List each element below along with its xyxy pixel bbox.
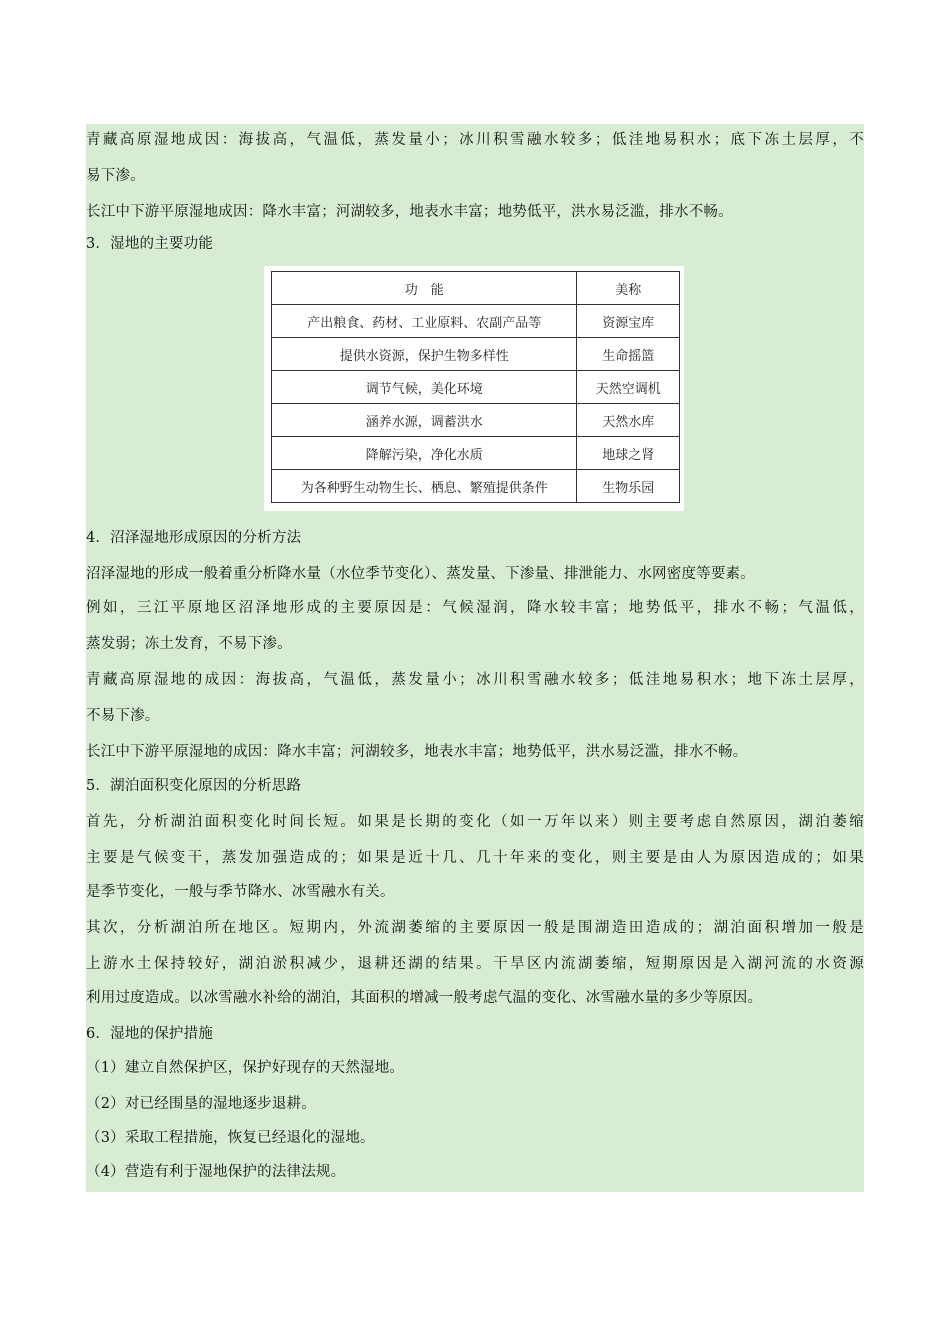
- text-line: （1）建立自然保护区，保护好现存的天然湿地。: [86, 1060, 405, 1076]
- table-row: [272, 338, 680, 371]
- text-line: 5．湖泊面积变化原因的分析思路: [86, 778, 302, 794]
- text-line: 6．湿地的保护措施: [86, 1026, 214, 1042]
- table-header-row: [272, 272, 680, 305]
- table-header-function: 功 能: [272, 272, 577, 305]
- text-line: （3）采取工程措施，恢复已经退化的湿地。: [86, 1130, 375, 1146]
- table-row: [272, 470, 680, 503]
- table-cell-function: 提供水资源，保护生物多样性: [272, 338, 577, 371]
- table-row: [272, 437, 680, 470]
- text-line: 青藏高原湿地成因：海拔高，气温低，蒸发量小；冰川积雪融水较多；低洼地易积水；底下冻土层厚，不: [86, 132, 864, 148]
- wetland-function-table-container: [264, 266, 684, 511]
- text-line: 是季节变化，一般与季节降水、冰雪融水有关。: [86, 884, 395, 900]
- text-line: 不易下渗。: [86, 708, 160, 724]
- text-line: 首先，分析湖泊面积变化时间长短。如果是长期的变化（如一万年以来）则主要考虑自然原因，湖泊萎缩: [86, 814, 864, 830]
- table-row: [272, 404, 680, 437]
- table-cell-name: 生命摇篮: [577, 338, 680, 371]
- document-content: [86, 124, 864, 1192]
- text-line: 其次，分析湖泊所在地区。短期内，外流湖萎缩的主要原因一般是围湖造田造成的；湖泊面积增加一般是: [86, 920, 864, 936]
- text-line: 蒸发弱；冻土发育，不易下渗。: [86, 636, 292, 652]
- table-cell-function: 产出粮食、药材、工业原料、农副产品等: [272, 305, 577, 338]
- table-cell-function: 涵养水源，调蓄洪水: [272, 404, 577, 437]
- table-cell-function: 降解污染，净化水质: [272, 437, 577, 470]
- text-line: 4．沼泽湿地形成原因的分析方法: [86, 530, 302, 546]
- text-line: 长江中下游平原湿地成因：降水丰富；河湖较多，地表水丰富；地势低平，洪水易泛滥，排水不畅。: [86, 204, 733, 220]
- wetland-function-table: [271, 271, 680, 503]
- text-line: 易下渗。: [86, 168, 145, 184]
- text-line: 上游水土保持较好，湖泊淤积减少，退耕还湖的结果。干旱区内流湖萎缩，短期原因是入湖河流的水资源: [86, 956, 864, 972]
- table-row: [272, 305, 680, 338]
- text-line: 例如，三江平原地区沼泽地形成的主要原因是：气候湿润，降水较丰富；地势低平，排水不畅；气温低，: [86, 600, 864, 616]
- table-cell-name: 天然空调机: [577, 371, 680, 404]
- text-line: 主要是气候变干，蒸发加强造成的；如果是近十几、几十年来的变化，则主要是由人为原因造成的；如果: [86, 850, 864, 866]
- text-line: 沼泽湿地的形成一般着重分析降水量（水位季节变化）、蒸发量、下渗量、排泄能力、水网密度等要素。: [86, 566, 755, 582]
- text-line: 长江中下游平原湿地的成因：降水丰富；河湖较多，地表水丰富；地势低平，洪水易泛滥，排水不畅。: [86, 744, 748, 760]
- text-line: （4）营造有利于湿地保护的法律法规。: [86, 1164, 346, 1180]
- table-header-name: 美称: [577, 272, 680, 305]
- table-row: [272, 371, 680, 404]
- table-cell-name: 地球之肾: [577, 437, 680, 470]
- table-cell-name: 资源宝库: [577, 305, 680, 338]
- table-cell-function: 调节气候，美化环境: [272, 371, 577, 404]
- table-cell-name: 天然水库: [577, 404, 680, 437]
- table-cell-name: 生物乐园: [577, 470, 680, 503]
- text-line: 3．湿地的主要功能: [86, 236, 214, 252]
- table-cell-function: 为各种野生动物生长、栖息、繁殖提供条件: [272, 470, 577, 503]
- text-line: 青藏高原湿地的成因：海拔高，气温低，蒸发量小；冰川积雪融水较多；低洼地易积水；地下冻土层厚，: [86, 672, 864, 688]
- text-line: 利用过度造成。以冰雪融水补给的湖泊，其面积的增减一般考虑气温的变化、冰雪融水量的多少等原因。: [86, 990, 763, 1006]
- text-line: （2）对已经围垦的湿地逐步退耕。: [86, 1096, 316, 1112]
